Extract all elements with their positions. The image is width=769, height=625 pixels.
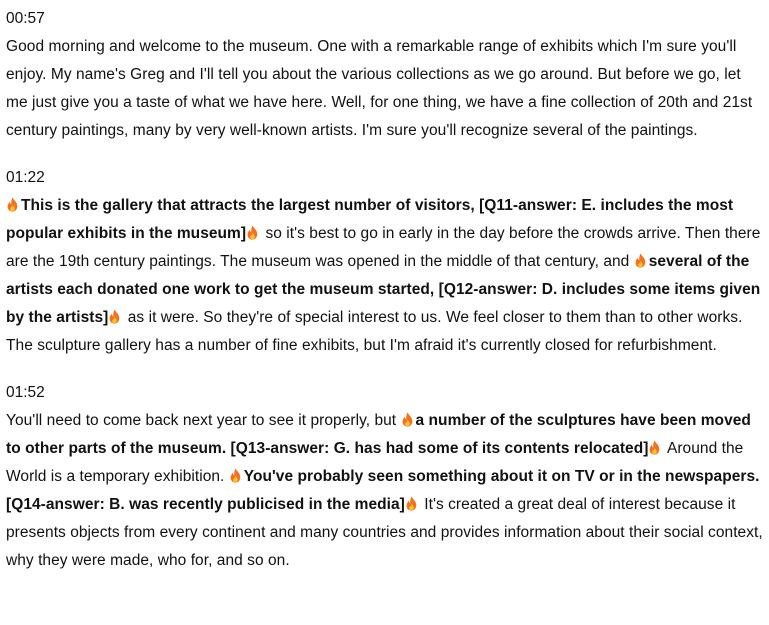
fire-icon bbox=[7, 197, 18, 212]
transcript-paragraph bbox=[6, 192, 763, 360]
transcript-text: Around the World is a temporary exhibition. bbox=[6, 440, 744, 485]
answer-highlight: This is the gallery that attracts the largest number of visitors, [Q11-answer: E. includes the most popular exhibits in the museum] bbox=[6, 197, 734, 242]
transcript-text: You'll need to come back next year to see it properly, but bbox=[6, 412, 401, 429]
timestamp: 01:52 bbox=[6, 384, 45, 401]
fire-icon bbox=[635, 253, 646, 268]
answer-highlight: You've probably seen something about it on TV or in the newspapers. [Q14-answer: B. was recently publicised in the media] bbox=[6, 468, 760, 513]
transcript-text: so it's best to go in early in the day before the crowds arrive. Then there are the 19th century paintings. The museum was opened in the middle of that century, and bbox=[6, 225, 761, 270]
fire-icon bbox=[649, 440, 660, 455]
answer-highlight: several of the artists each donated one work to get the museum started, [Q12-answer: D. includes some items given by the artists] bbox=[6, 253, 761, 326]
transcript-segment bbox=[6, 379, 763, 575]
fire-icon bbox=[402, 412, 413, 427]
transcript-text: as it were. So they're of special interest to us. We feel closer to them than to other works. The sculpture gallery has a number of fine exhibits, but I'm afraid it's currently closed for refurbishment. bbox=[6, 309, 743, 354]
transcript-text: Good morning and welcome to the museum. One with a remarkable range of exhibits which I'm sure you'll enjoy. My name's Greg and I'll tell you about the various collections as we go around. But before we go, let me just give you a taste of what we have here. Well, for one thing, we have a fine collection of 20th and 21st century paintings, many by very well-known artists. I'm sure you'll recognize several of the paintings. bbox=[6, 38, 753, 139]
fire-icon bbox=[406, 496, 417, 511]
transcript-segment bbox=[6, 164, 763, 360]
fire-icon bbox=[230, 468, 241, 483]
fire-icon bbox=[109, 309, 120, 324]
timestamp: 01:22 bbox=[6, 169, 45, 186]
transcript-segment bbox=[6, 5, 763, 145]
transcript-paragraph bbox=[6, 33, 763, 145]
timestamp: 00:57 bbox=[6, 10, 45, 27]
transcript-text: It's created a great deal of interest because it presents objects from every continent and many countries and provides information about their social context, why they were made, who for, and so on. bbox=[6, 496, 763, 569]
transcript-paragraph bbox=[6, 407, 763, 575]
answer-highlight: a number of the sculptures have been moved to other parts of the museum. [Q13-answer: G. has had some of its contents relocated] bbox=[6, 412, 751, 457]
fire-icon bbox=[247, 225, 258, 240]
